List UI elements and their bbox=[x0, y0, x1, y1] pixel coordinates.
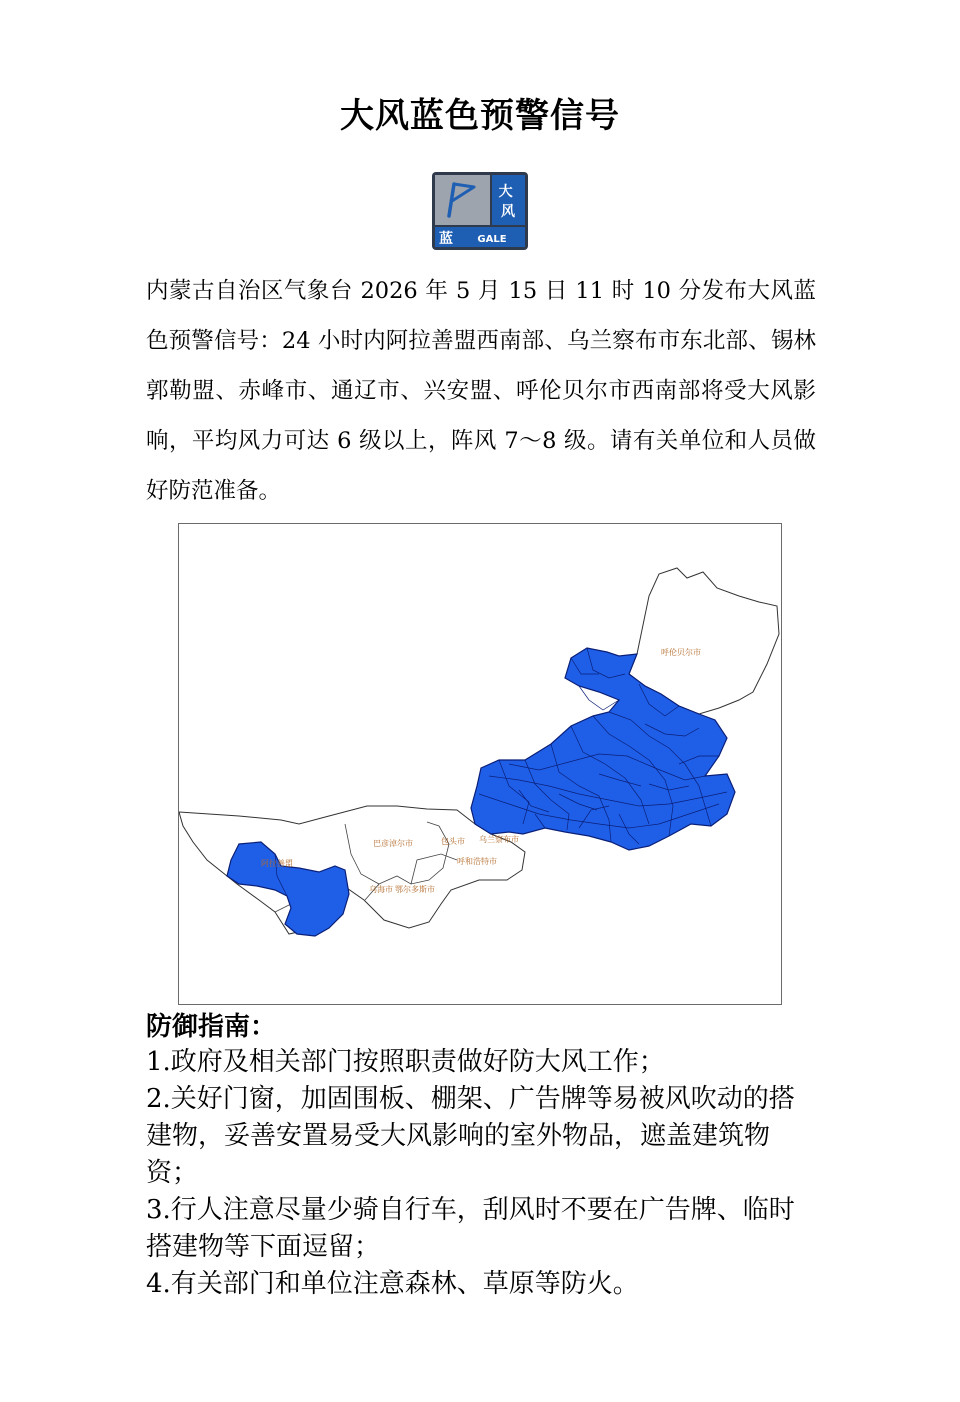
map-label-wuhai: 乌海市 bbox=[369, 885, 393, 894]
guide-item-3: 3.行人注意尽量少骑自行车，刮风时不要在广告牌、临时搭建物等下面逗留； bbox=[146, 1195, 795, 1262]
map-label-hohhot: 呼和浩特市 bbox=[457, 857, 497, 866]
guide-item-1: 1.政府及相关部门按照职责做好防大风工作； bbox=[146, 1047, 665, 1077]
map-label-alxa: 阿拉善盟 bbox=[261, 859, 293, 868]
map-label-hulunbuir: 呼伦贝尔市 bbox=[661, 648, 701, 657]
map-label-bayannur: 巴彦淖尔市 bbox=[373, 839, 413, 848]
defense-guide-title: 防御指南： bbox=[146, 1012, 277, 1042]
inner-mongolia-map-svg bbox=[179, 524, 782, 1005]
map-label-baotou: 包头市 bbox=[441, 837, 465, 846]
warning-bulletin-text: 内蒙古自治区气象台 2026 年 5 月 15 日 11 时 10 分发布大风蓝色预警信号：24 小时内阿拉善盟西南部、乌兰察布市东北部、锡林郭勒盟、赤峰市、通辽市、兴安盟、呼伦贝尔市西南部将受大风影响，平均风力可达 6 级以上，阵风 7～8 级。请有关单位和人员做好防范准备。 bbox=[146, 278, 816, 504]
badge-char-1: 大 bbox=[498, 184, 513, 200]
badge-english-label: GALE bbox=[477, 234, 507, 245]
blue-gale-warning-badge bbox=[432, 172, 528, 250]
defense-guide-list bbox=[146, 1044, 816, 1303]
page-title: 大风蓝色预警信号 bbox=[340, 96, 620, 136]
badge-level-label: 蓝 bbox=[439, 231, 453, 247]
map-label-ulanqab: 乌兰察布市 bbox=[479, 835, 519, 844]
guide-item-4: 4.有关部门和单位注意森林、草原等防火。 bbox=[146, 1269, 639, 1299]
map-label-ordos: 鄂尔多斯市 bbox=[395, 885, 435, 894]
guide-item-2: 2.关好门窗，加固围板、棚架、广告牌等易被风吹动的搭建物，妥善安置易受大风影响的室外物品，遮盖建筑物资； bbox=[146, 1084, 795, 1188]
badge-char-2: 风 bbox=[501, 204, 515, 220]
warning-area-map bbox=[178, 523, 782, 1005]
